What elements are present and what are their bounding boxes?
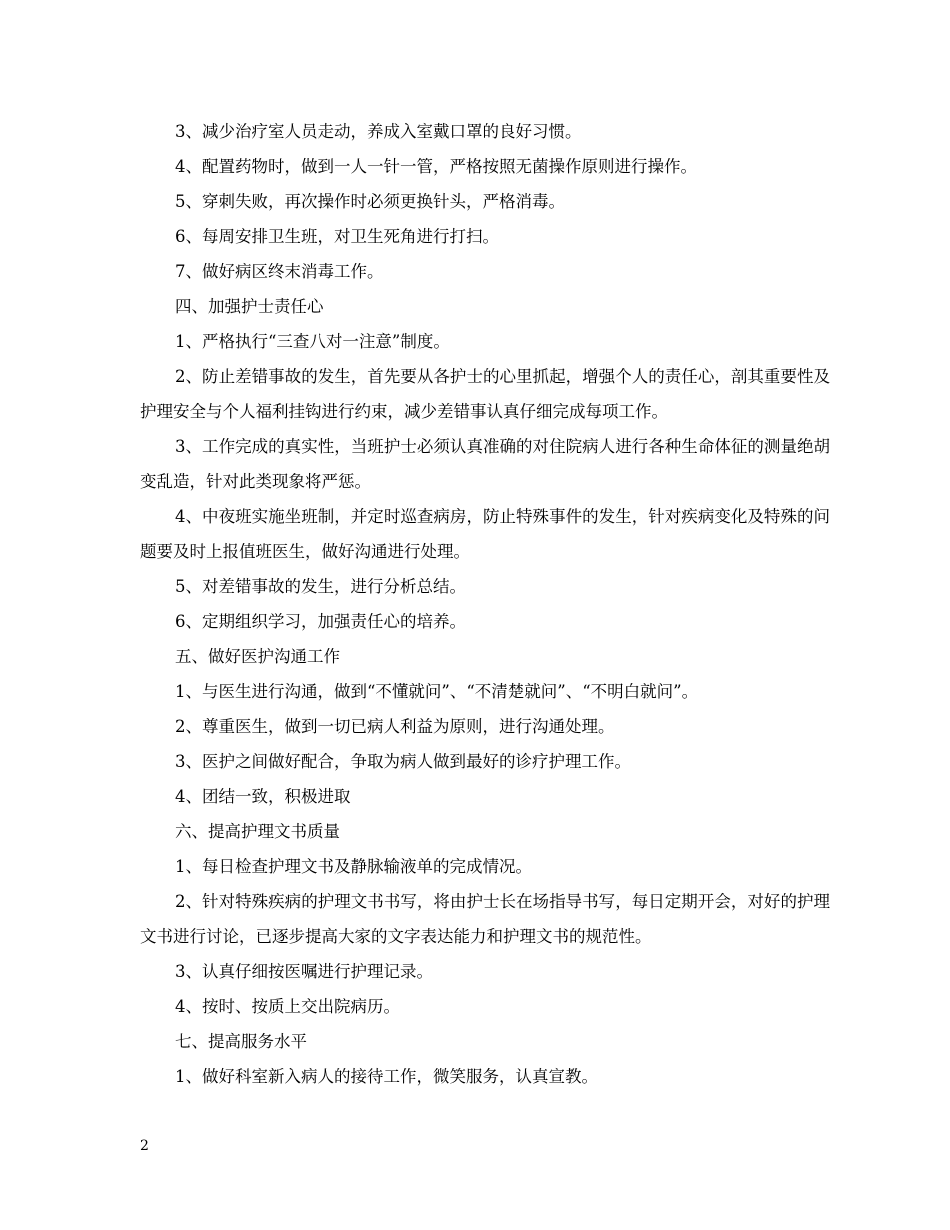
page-number: 2: [140, 1138, 149, 1154]
paragraph: 4、按时、按质上交出院病历。: [175, 997, 400, 1016]
paragraph: 2、尊重医生，做到一切已病人利益为原则，进行沟通处理。: [175, 717, 615, 736]
document-body: [140, 114, 830, 1094]
paragraph: 1、严格执行“三查八对一注意”制度。: [175, 332, 450, 351]
section-heading: 五、做好医护沟通工作: [175, 647, 340, 666]
paragraph: 6、每周安排卫生班，对卫生死角进行打扫。: [175, 227, 499, 246]
paragraph: 3、减少治疗室人员走动，养成入室戴口罩的良好习惯。: [175, 122, 582, 141]
paragraph: 1、与医生进行沟通，做到“不懂就问”、“不清楚就问”、“不明白就问”。: [175, 682, 699, 701]
section-heading: 六、提高护理文书质量: [175, 822, 340, 841]
paragraph: 6、定期组织学习，加强责任心的培养。: [175, 612, 466, 631]
paragraph: 3、认真仔细按医嘱进行护理记录。: [175, 962, 433, 981]
paragraph: 1、做好科室新入病人的接待工作，微笑服务，认真宣教。: [175, 1067, 598, 1086]
paragraph: 5、穿刺失败，再次操作时必须更换针头，严格消毒。: [175, 192, 565, 211]
paragraph: 1、每日检查护理文书及静脉输液单的完成情况。: [175, 857, 532, 876]
section-heading: 四、加强护士责任心: [175, 297, 324, 316]
paragraph: 7、做好病区终末消毒工作。: [175, 262, 384, 281]
paragraph: 2、针对特殊疾病的护理文书书写，将由护士长在场指导书写，每日定期开会，对好的护理文书进行讨论，已逐步提高大家的文字表达能力和护理文书的规范性。: [140, 892, 830, 946]
paragraph: 4、团结一致，积极进取: [175, 787, 351, 806]
paragraph: 3、医护之间做好配合，争取为病人做到最好的诊疗护理工作。: [175, 752, 631, 771]
paragraph: 5、对差错事故的发生，进行分析总结。: [175, 577, 466, 596]
section-heading: 七、提高服务水平: [175, 1032, 307, 1051]
paragraph: 4、配置药物时，做到一人一针一管，严格按照无菌操作原则进行操作。: [175, 157, 697, 176]
paragraph: 2、防止差错事故的发生，首先要从各护士的心里抓起，增强个人的责任心，剖其重要性及护理安全与个人福利挂钩进行约束，减少差错事认真仔细完成每项工作。: [140, 367, 830, 421]
paragraph: 3、工作完成的真实性，当班护士必须认真准确的对住院病人进行各种生命体征的测量绝胡变乱造，针对此类现象将严惩。: [140, 437, 830, 491]
paragraph: 4、中夜班实施坐班制，并定时巡查病房，防止特殊事件的发生，针对疾病变化及特殊的问题要及时上报值班医生，做好沟通进行处理。: [140, 507, 830, 561]
